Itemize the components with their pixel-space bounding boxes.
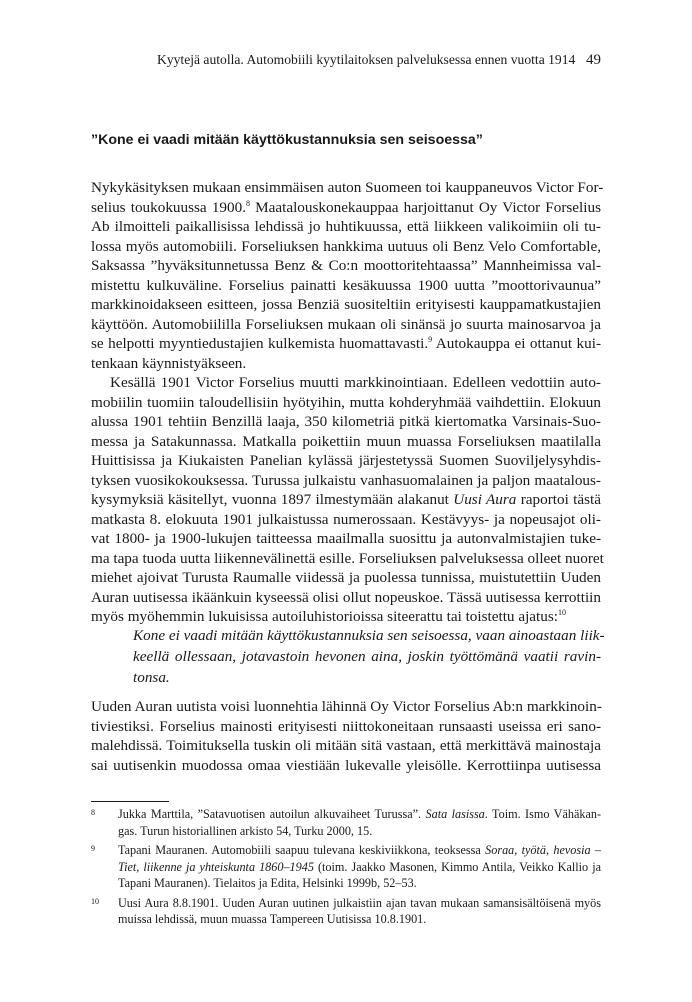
footnote-10 (91, 895, 601, 928)
text-line (91, 607, 601, 627)
text-span: . Toim. Ismo Vähäkan- (484, 807, 602, 821)
text-span: myös myöhemmin lukuisissa autoiluhistorioissa siteerattu tai toistettu ajatus: (91, 608, 558, 625)
footnote-line (118, 842, 601, 859)
footnote-line: gas. Turun historiallinen arkisto 54, Turku 2000, 15. (118, 823, 373, 838)
text-line: tenkaan käynnistyäkseen. (91, 354, 247, 372)
footnote-9 (91, 842, 601, 892)
footnote-line: Uusi Aura 8.8.1901. Uuden Auran uutinen julkaistiin ajan tavan mukaan samansisältöisenä myös (118, 895, 601, 910)
text-span: kysymyksiä käsitellyt, vuonna 1897 ilmestymään alakanut (91, 491, 454, 508)
paragraph-2 (91, 373, 604, 627)
paragraph-3 (91, 697, 601, 775)
text-line: sai uutisenkin muodossa omaa viestiään lukevalle yleisölle. Kerrottiinpa uutisessa (91, 756, 601, 774)
text-line: Saksassa ”hyväksitunnetussa Benz & Co:n moottoritehtaassa” Mannheimissa val- (91, 257, 601, 274)
text-line: mobiilin tuomiin taloudellisiin hyötyihin, mutta kohderyhmää vaihdettiin. Elokuun (91, 393, 601, 411)
text-line: Ab ilmoitteli paikallisissa lehdissä jo huhtikuussa, että liikkeen valikoimiin oli tu- (91, 218, 601, 235)
text-line: Kesällä 1901 Victor Forselius muutti markkinointiaan. Edelleen vedottiin auto- (110, 374, 601, 391)
section-heading: ”Kone ei vaadi mitään käyttökustannuksia sen seisoessa” (91, 132, 483, 148)
body-text (91, 178, 604, 627)
text-line: Nykykäsityksen mukaan ensimmäisen auton Suomeen toi kauppaneuvos Victor For- (91, 179, 604, 196)
text-line: tiviestiksi. Forselius mainosti erityisesti niittokoneitaan runsaasti useissa eri sano- (91, 717, 601, 735)
book-title: Soraa, työtä, hevosia – (485, 843, 601, 857)
newspaper-title: Uusi Aura (453, 491, 517, 508)
running-head-title: Kyytejä autolla. Automobiili kyytilaitoksen palveluksessa ennen vuotta 1914 (157, 52, 576, 67)
quote-line: tonsa. (133, 669, 170, 686)
page-number: 49 (586, 52, 601, 68)
text-line: lossa myös automobiili. Forseliuksen hankkima uutuus oli Benz Velo Comfortable, (91, 237, 601, 255)
book-title: Tiet, liikenne ja yhteiskunta 1860–1945 (118, 859, 314, 874)
footnote-ref-8[interactable]: 8 (246, 198, 250, 208)
footnote-number: 8 (91, 808, 95, 817)
text-span: raportoi tästä (516, 491, 601, 508)
text-line: ma tapa tuoda uutta liikennevälinettä esille. Forseliuksen palveluksessa olleet nuoret (91, 549, 604, 567)
footnote-number: 9 (91, 844, 95, 853)
footnotes (91, 806, 601, 931)
text-span: Autokauppa ei ottanut kui- (432, 335, 601, 352)
footnote-line: muissa lehdissä, muun muassa Tampereen Uutisissa 10.8.1901. (118, 912, 427, 926)
text-span: Tapani Mauranen. Automobiili saapuu tulevana keskiviikkona, teoksessa (118, 843, 486, 857)
text-span: (toim. Jaakko Masonen, Kimmo Antila, Veikko Kallio ja (313, 859, 601, 874)
footnote-divider (91, 801, 169, 802)
text-line: Uuden Auran uutista voisi luonnehtia lähinnä Oy Victor Forselius Ab:n markkinoin- (91, 698, 602, 715)
footnote-8 (91, 806, 601, 839)
text-span: selius toukokuussa 1900. (91, 198, 246, 216)
footnote-line: Tapani Mauranen). Tielaitos ja Edita, Helsinki 1999b, 52–53. (118, 876, 417, 890)
text-line: matkasta 8. elokuuta 1901 julkaistussa numerossaan. Kestävyys- ja nopeusajot oli- (91, 510, 601, 528)
text-line: alussa 1901 tehtiin Benzillä laaja, 350 kilometriä pitkä kiertomatka Varsinais-Suo- (91, 413, 601, 430)
text-line: malehdissä. Toimituksella tuskin oli mitään sitä vastaan, että merkittävä mainostaja (91, 737, 601, 754)
text-line: vat 1800- ja 1900-lukujen taitteessa maailmalla suosittu ja autonvalmistajien tuke- (91, 530, 601, 547)
text-span: Maatalouskonekauppaa harjoittanut Oy Victor Forselius (250, 198, 601, 216)
footnote-number: 10 (91, 896, 99, 906)
quote-line: Kone ei vaadi mitään käyttökustannuksia sen seisoessa, vaan ainoastaan liik- (133, 627, 605, 644)
text-line: miehet ajoivat Turusta Raumalle viidessä ja puolessa tunnissa, muistutettiin Uuden (91, 569, 601, 586)
book-title: Sata lasissa (425, 807, 485, 821)
text-line: messa ja Satakunnassa. Matkalla poikettiin muun muassa Forseliuksen maatilalla (91, 432, 601, 450)
text-line: tyksen vuosikokouksessa. Turussa julkaistu vanhasuomalainen ja paljon maatalous- (91, 471, 601, 489)
text-line: Auran uutisessa ikäänkuin kyseessä olisi ollut nopeuskoe. Tässä uutisessa kerrottiin (91, 588, 601, 606)
footnote-line (118, 806, 601, 823)
quote-line: keellä ollessaan, jotavastoin hevonen aina, joskin työttömänä vaatii ravin- (133, 648, 601, 665)
text-span: se helpotti myyntiedustajien kulkemista huomattavasti. (91, 335, 429, 352)
footnote-line (118, 859, 601, 876)
paragraph-1 (91, 178, 604, 373)
footnote-ref-10[interactable]: 10 (557, 608, 566, 617)
running-head (91, 52, 601, 72)
text-line (91, 490, 601, 510)
text-line: Huittisissa ja Kiukaisten Panelian kylässä järjestetyssä Suomen Suoviljelysyhdis- (91, 452, 601, 469)
text-line (91, 198, 601, 218)
document-page (91, 0, 605, 1002)
footnote-ref-9[interactable]: 9 (428, 335, 433, 344)
block-quote (133, 625, 605, 688)
text-line (91, 334, 601, 354)
text-line: mistettu kulkuväline. Forselius painatti kesäkuussa 1900 uutta ”moottorivaunua” (91, 276, 601, 294)
text-span: Jukka Marttila, ”Satavuotisen autoilun alkuvaiheet Turussa”. (118, 807, 426, 821)
text-line: markkinoidakseen esitteen, jossa Benziä suositeltiin erityisesti kauppamatkustajien (91, 296, 601, 313)
text-line: käyttöön. Automobiililla Forseliuksen mukaan oli sinänsä jo suurta mainosarvoa ja (91, 315, 601, 333)
